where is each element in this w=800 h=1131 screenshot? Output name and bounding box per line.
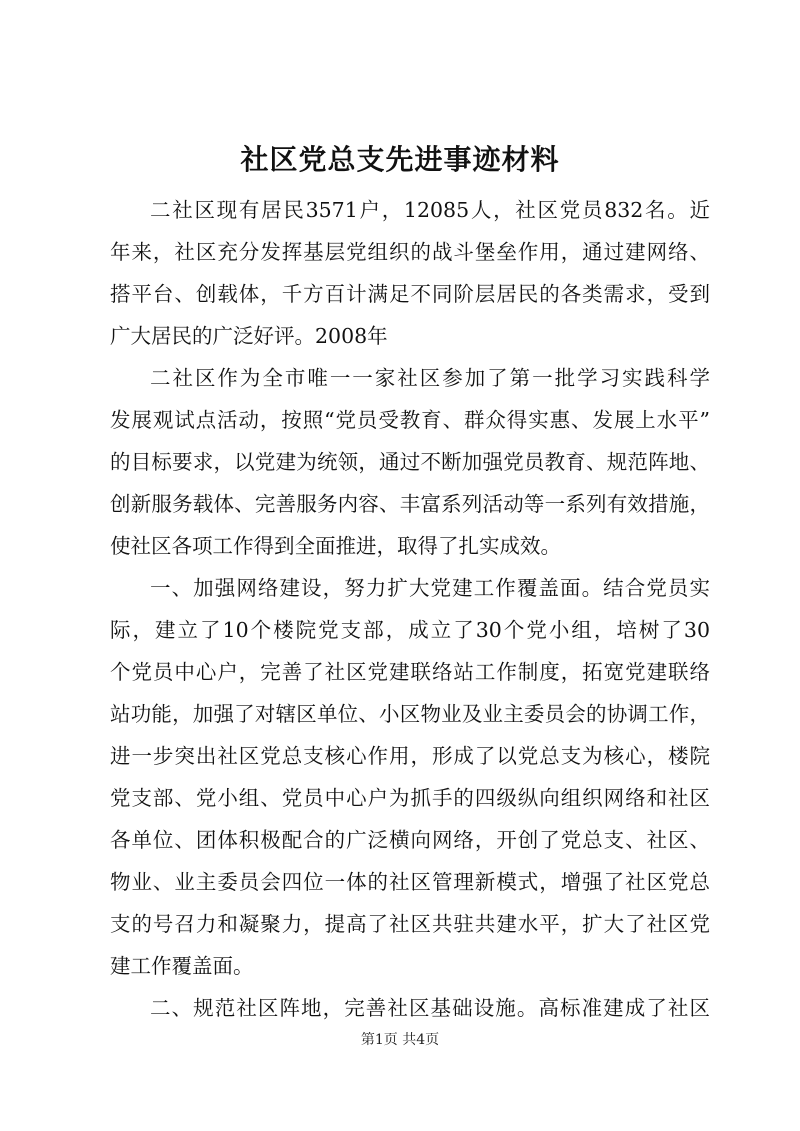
- text-line: 创新服务载体、完善服务内容、丰富系列活动等一系列有效措施，: [110, 492, 710, 516]
- text-line: 进一步突出社区党总支核心作用，形成了以党总支为核心，楼院: [110, 744, 710, 768]
- text-line: 搭平台、创载体，千方百计满足不同阶层居民的各类需求，受到: [110, 282, 710, 306]
- text-line: 个党员中心户，完善了社区党建联络站工作制度，拓宽党建联络: [110, 660, 710, 684]
- text-line: 二社区作为全市唯一一家社区参加了第一批学习实践科学: [150, 366, 710, 390]
- text-line: 广大居民的广泛好评。2008年: [110, 324, 388, 348]
- text-line: 一、加强网络建设，努力扩大党建工作覆盖面。结合党员实: [150, 576, 710, 600]
- text-line: 各单位、团体积极配合的广泛横向网络，开创了党总支、社区、: [110, 828, 710, 852]
- text-line: 支的号召力和凝聚力，提高了社区共驻共建水平，扩大了社区党: [110, 912, 710, 936]
- text-line: 使社区各项工作得到全面推进，取得了扎实成效。: [110, 534, 561, 558]
- text-line: 物业、业主委员会四位一体的社区管理新模式，增强了社区党总: [110, 870, 710, 894]
- text-line: 二、规范社区阵地，完善社区基础设施。高标准建成了社区: [150, 996, 710, 1020]
- text-line: 二社区现有居民3571户，12085人，社区党员832名。近: [150, 198, 710, 222]
- page-number: 第1页 共4页: [360, 1032, 440, 1048]
- text-line: 党支部、党小组、党员中心户为抓手的四级纵向组织网络和社区: [110, 786, 710, 810]
- text-line: 发展观试点活动，按照“党员受教育、群众得实惠、发展上水平”: [110, 408, 710, 432]
- text-line: 际，建立了10个楼院党支部，成立了30个党小组，培树了30: [110, 618, 710, 642]
- text-line: 的目标要求，以党建为统领，通过不断加强党员教育、规范阵地、: [110, 450, 710, 474]
- text-line: 站功能，加强了对辖区单位、小区物业及业主委员会的协调工作，: [110, 702, 710, 726]
- text-line: 年来，社区充分发挥基层党组织的战斗堡垒作用，通过建网络、: [110, 240, 710, 264]
- text-line: 建工作覆盖面。: [110, 954, 254, 978]
- document-title: 社区党总支先进事迹材料: [240, 143, 560, 176]
